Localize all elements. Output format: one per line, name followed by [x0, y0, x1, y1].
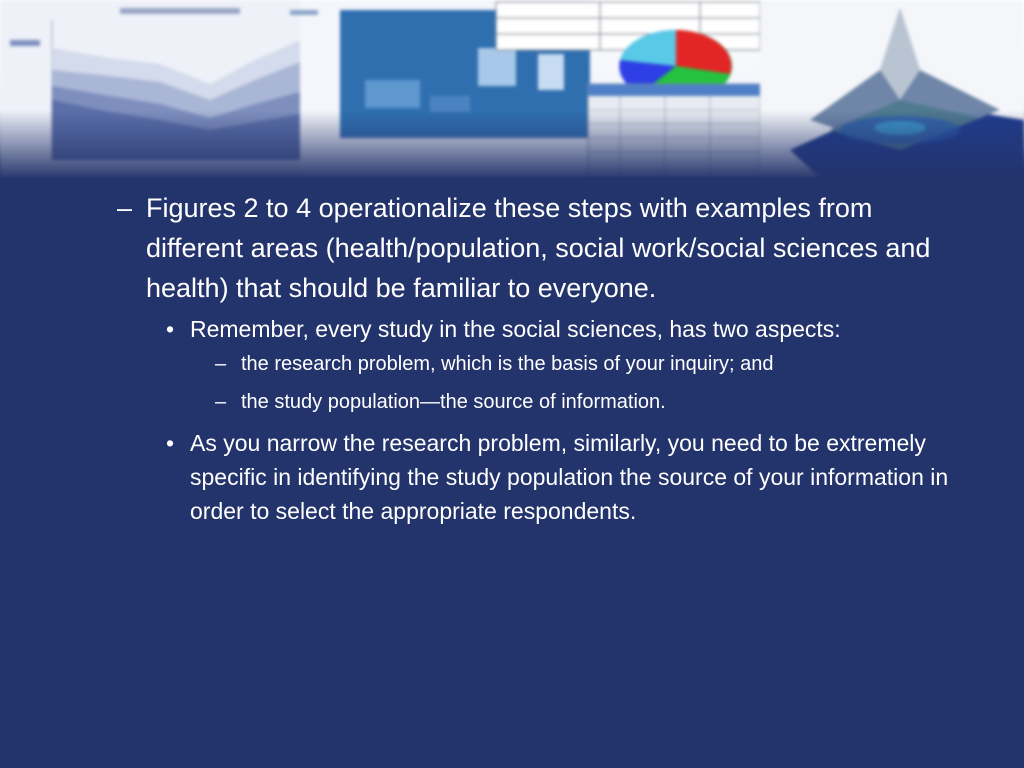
banner-chart-collage: [0, 0, 1024, 178]
bullet-text: Figures 2 to 4 operationalize these steps with examples from different areas (health/population, social work/social sciences and health) that should be familiar to everyone.: [146, 193, 931, 303]
bullet-text: the study population—the source of information.: [241, 391, 666, 413]
bullet-level2: [0, 312, 950, 346]
bullet-text: the research problem, which is the basis of your inquiry; and: [241, 353, 774, 375]
slide-body: [0, 188, 1024, 528]
dash-marker: –: [215, 353, 227, 375]
bullet-marker: •: [166, 430, 175, 456]
dash-marker: –: [215, 391, 227, 413]
bullet-level3: [0, 388, 981, 416]
bullet-level1: [0, 188, 966, 308]
dash-marker: –: [117, 193, 133, 223]
banner-fade: [0, 110, 1024, 178]
bullet-marker: •: [166, 316, 175, 342]
bullet-level3: [0, 350, 981, 378]
bullet-text: As you narrow the research problem, similarly, you need to be extremely specific in identifying the study population the source of your information in order to select the appropriate respondents.: [190, 430, 949, 524]
bullet-level2: [0, 426, 950, 528]
bullet-text: Remember, every study in the social sciences, has two aspects:: [190, 316, 841, 342]
